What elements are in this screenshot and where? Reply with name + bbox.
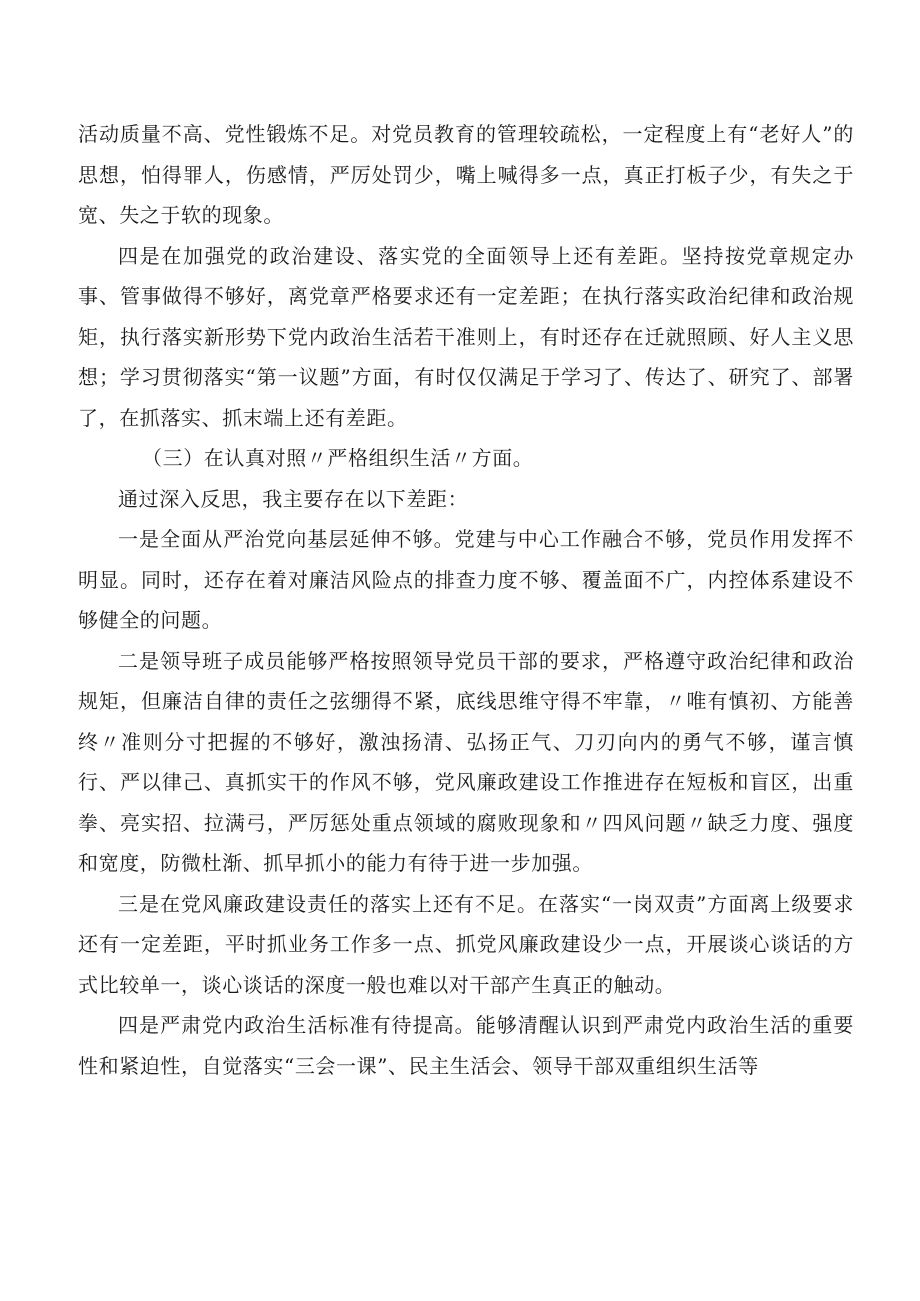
paragraph-gap-four: 四是严肃党内政治生活标准有待提高。能够清醒认识到严肃党内政治生活的重要性和紧迫性，自觉落实“三会一课”、民主生活会、领导干部双重组织生活等 xyxy=(78,1013,854,1078)
paragraph-political-building: 四是在加强党的政治建设、落实党的全面领导上还有差距。坚持按党章规定办事、管事做得不够好，离党章严格要求还有一定差距；在执行落实政治纪律和政治规矩，执行落实新形势下党内政治生活若干准则上，有时还存在迁就照顾、好人主义思想；学习贯彻落实“第一议题”方面，有时仅仅满足于学习了、传达了、研究了、部署了，在抓落实、抓末端上还有差距。 xyxy=(78,243,854,430)
paragraph-gap-three: 三是在党风廉政建设责任的落实上还有不足。在落实“一岗双责”方面离上级要求还有一定差距，平时抓业务工作多一点、抓党风廉政建设少一点，开展谈心谈话的方式比较单一，谈心谈话的深度一般也难以对干部产生真正的触动。 xyxy=(78,891,854,997)
paragraph-gap-two: 二是领导班子成员能够严格按照领导党员干部的要求，严格遵守政治纪律和政治规矩，但廉洁自律的责任之弦绷得不紧，底线思维守得不牢靠，〃唯有慎初、方能善终〃准则分寸把握的不够好，激浊扬清、弘扬正气、刀刃向内的勇气不够，谨言慎行、严以律己、真抓实干的作风不够，党风廉政建设工作推进存在短板和盲区，出重拳、亮实招、拉满弓，严厉惩处重点领域的腐败现象和〃四风问题〃缺乏力度、强度和宽度，防微杜渐、抓早抓小的能力有待于进一步加强。 xyxy=(78,648,854,875)
paragraph-intro-gaps: 通过深入反思，我主要存在以下差距： xyxy=(118,486,469,511)
paragraph-continuation: 活动质量不高、党性锻炼不足。对党员教育的管理较疏松，一定程度上有“老好人”的思想，怕得罪人，伤感情，严厉处罚少，嘴上喊得多一点，真正打板子少，有失之于宽、失之于软的现象。 xyxy=(78,122,854,227)
document-body xyxy=(78,114,854,1086)
paragraph-gap-one: 一是全面从严治党向基层延伸不够。党建与中心工作融合不够，党员作用发挥不明显。同时，还存在着对廉洁风险点的排查力度不够、覆盖面不广，内控体系建设不够健全的问题。 xyxy=(78,527,854,632)
section-heading-organization-life: （三）在认真对照〃严格组织生活〃方面。 xyxy=(142,446,534,470)
